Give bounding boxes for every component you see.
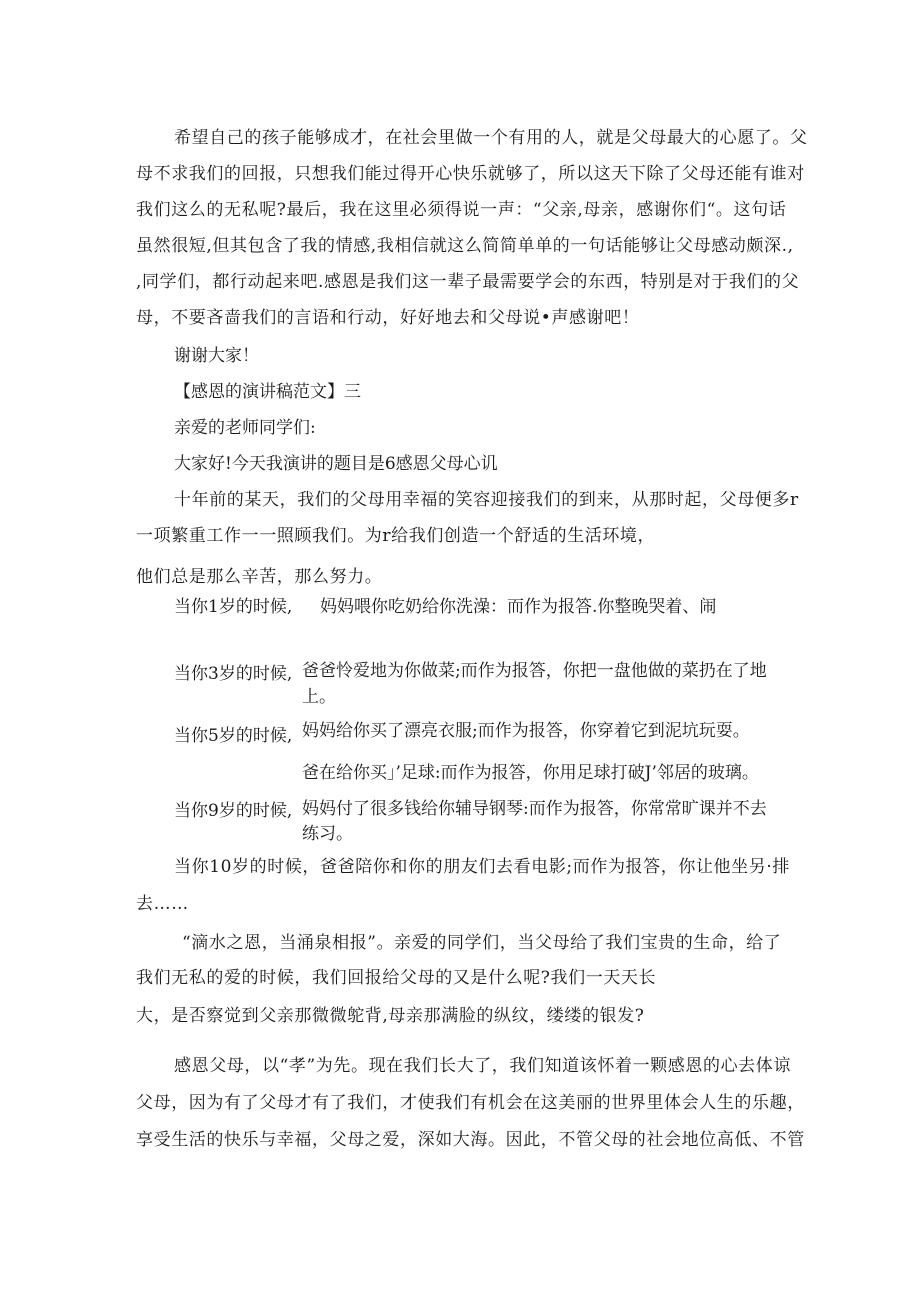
age-3-text-1: 爸爸怜爱地为你做菜;而作为报答，你把一盘他做的菜扔在了地 bbox=[302, 661, 767, 681]
age-5-label: 当你5岁的时候, bbox=[174, 726, 293, 746]
paragraph-3-line-3: 大，是否察觉到父亲那微微鸵背,母亲那满脸的纵纹，缕缕的银发? bbox=[136, 1006, 645, 1026]
paragraph-3-line-2: 我们无私的爱的时候，我们回报给父母的又是什么呢?我们一天天长 bbox=[136, 968, 657, 988]
age-9-text-1: 妈妈付了很多钱给你辅导钢琴:而作为报答，你常常旷课并不去 bbox=[302, 799, 767, 819]
paragraph-3-line-1: “滴水之恩，当涌泉相报”。亲爱的同学们，当父母给了我们宝贵的生命，给了 bbox=[182, 933, 782, 953]
paragraph-4-line-2: 父母，因为有了父母才有了我们，才使我们有机会在这美丽的世界里体会人生的乐趣， bbox=[136, 1093, 805, 1113]
age-10-line-1: 当你10岁的时候，爸爸陪你和你的朋友们去看电影;而作为报答，你让他坐另·排 bbox=[174, 857, 790, 877]
paragraph-1-line-3: 我们这么的无私呢?最后，我在这里必须得说一声：“父亲,母亲，感谢你们“。这句话 bbox=[136, 200, 787, 220]
paragraph-2-line-1: 十年前的某天，我们的父母用幸福的笑容迎接我们的到来，从那时起，父母便多r bbox=[174, 490, 799, 510]
age-3-label: 当你3岁的时候, bbox=[174, 664, 293, 684]
paragraph-1-line-2: 母不求我们的回报，只想我们能过得开心快乐就够了，所以这天下除了父母还能有谁对 bbox=[136, 164, 805, 184]
age-1-label: 当你1岁的时候, bbox=[174, 597, 293, 617]
paragraph-1-line-4: 虽然很短,但其包含了我的情感,我相信就这么简简单单的一句话能够让父母感动颇深., bbox=[136, 236, 794, 256]
paragraph-2-line-3: 他们总是那么辛苦，那么努力。 bbox=[136, 567, 383, 587]
paragraph-4-line-1: 感恩父母，以“孝”为先。现在我们长大了，我们知道该怀着一颗感恩的心去体谅 bbox=[174, 1056, 791, 1076]
age-7-text: 爸在给你买」’足球:而作为报答，你用足球打破J’邻居的玻璃。 bbox=[302, 763, 759, 783]
paragraph-2-line-2: 一项繁重工作一一照顾我们。为r给我们创造一个舒适的生活环境， bbox=[136, 526, 656, 546]
age-9-text-2: 练习。 bbox=[302, 824, 353, 844]
greeting: 亲爱的老师同学们: bbox=[174, 418, 316, 438]
age-9-label: 当你9岁的时候, bbox=[174, 801, 293, 821]
paragraph-1-line-6: 母，不要吝啬我们的言语和行动，好好地去和父母说•声感谢吧！ bbox=[136, 308, 640, 328]
paragraph-1-line-1: 希望自己的孩子能够成才，在社会里做一个有用的人，就是父母最大的心愿了。父 bbox=[174, 128, 808, 148]
thanks-line: 谢谢大家！ bbox=[174, 346, 259, 366]
age-1-text: 妈妈喂你吃奶给你洗澡：而作为报答.你整晚哭着、闹 bbox=[320, 597, 717, 617]
intro: 大家好!今天我演讲的题目是6感恩父母心讥 bbox=[174, 454, 498, 474]
age-5-text: 妈妈给你买了漂亮衣服;而作为报答，你穿着它到泥坑玩耍。 bbox=[302, 721, 750, 741]
section-title: 【感恩的演讲稿范文】三 bbox=[174, 382, 361, 402]
age-3-text-2: 上。 bbox=[302, 687, 336, 707]
paragraph-4-line-3: 享受生活的快乐与幸福，父母之爱，深如大海。因此，不管父母的社会地位高低、不管 bbox=[136, 1130, 805, 1150]
age-10-line-2: 去…… bbox=[136, 894, 189, 914]
paragraph-1-line-5: ,同学们，都行动起来吧.感恩是我们这一辈子最需要学会的东西，特别是对于我们的父 bbox=[136, 272, 800, 292]
